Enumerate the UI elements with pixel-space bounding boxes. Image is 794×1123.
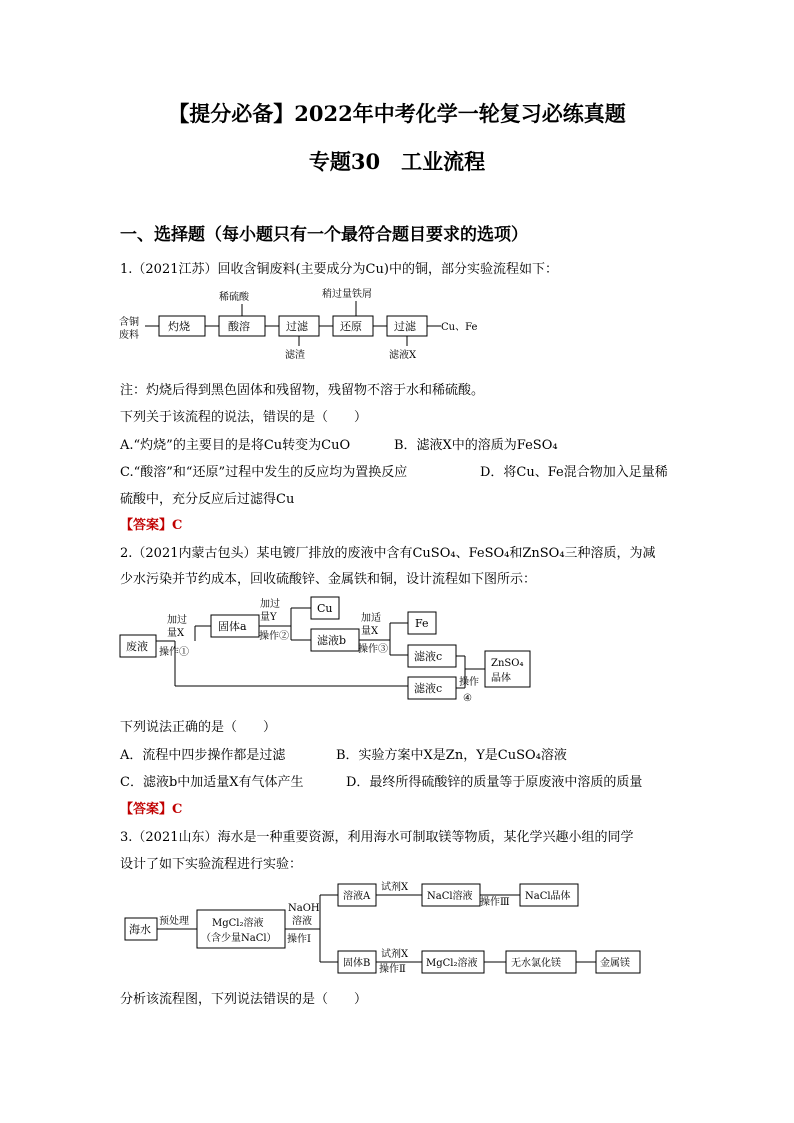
svg-text:MgCl₂溶液: MgCl₂溶液 — [212, 918, 264, 929]
q2-stem-cont: 少水污染并节约成本，回收硫酸锌、金属铁和铜，设计流程如下图所示： — [120, 572, 537, 587]
svg-text:操作②: 操作② — [259, 631, 289, 642]
q3-question: 分析该流程图，下列说法错误的是（ ） — [120, 992, 368, 1007]
q3-stem-cont: 设计了如下实验流程进行实验： — [120, 857, 303, 872]
svg-text:含铜: 含铜 — [119, 317, 139, 328]
q1-stem: 1.（2021江苏）回收含铜废料(主要成分为Cu)中的铜，部分实验流程如下： — [120, 262, 558, 277]
svg-text:稍过量铁屑: 稍过量铁屑 — [322, 289, 372, 300]
svg-text:加过: 加过 — [167, 615, 187, 626]
section-heading: 一、选择题（每小题只有一个最符合题目要求的选项） — [120, 225, 528, 245]
svg-text:晶体: 晶体 — [491, 673, 511, 684]
svg-text:废液: 废液 — [126, 640, 148, 653]
svg-text:ZnSO₄: ZnSO₄ — [491, 658, 524, 669]
q1-option-c: C.“酸溶”和“还原”过程中发生的反应均为置换反应 — [120, 465, 408, 480]
svg-text:溶液: 溶液 — [292, 916, 312, 927]
svg-text:滤液X: 滤液X — [389, 350, 417, 361]
q2-option-c: C．滤液b中加适量X有气体产生 — [120, 775, 304, 790]
svg-text:量Y: 量Y — [260, 612, 277, 623]
svg-text:过滤: 过滤 — [394, 320, 416, 333]
svg-text:加过: 加过 — [260, 599, 280, 610]
svg-text:海水: 海水 — [129, 923, 151, 936]
svg-text:操作Ⅱ: 操作Ⅱ — [379, 964, 406, 975]
svg-text:金属镁: 金属镁 — [600, 958, 630, 969]
q1-question: 下列关于该流程的说法，错误的是（ ） — [120, 410, 368, 425]
svg-text:量X: 量X — [361, 626, 379, 637]
svg-text:加适: 加适 — [361, 613, 381, 624]
q2-question: 下列说法正确的是（ ） — [120, 720, 277, 735]
svg-text:操作③: 操作③ — [358, 644, 388, 655]
svg-text:Cu: Cu — [317, 602, 333, 615]
svg-text:滤液b: 滤液b — [317, 634, 347, 647]
q1-note: 注：灼烧后得到黑色固体和残留物，残留物不溶于水和稀硫酸。 — [120, 383, 485, 398]
q3-stem: 3.（2021山东）海水是一种重要资源，利用海水可制取镁等物质，某化学兴趣小组的同学 — [120, 830, 634, 845]
svg-text:固体a: 固体a — [218, 620, 247, 633]
svg-text:还原: 还原 — [340, 320, 362, 333]
svg-text:过滤: 过滤 — [286, 320, 308, 333]
q1-option-d: D．将Cu、Fe混合物加入足量稀 — [480, 465, 668, 480]
svg-text:固体B: 固体B — [343, 958, 371, 969]
svg-text:NaCl晶体: NaCl晶体 — [525, 891, 571, 902]
svg-text:操作Ⅲ: 操作Ⅲ — [480, 897, 510, 908]
q1-option-a: A.“灼烧”的主要目的是将Cu转变为CuO — [120, 438, 351, 453]
svg-text:溶液A: 溶液A — [343, 891, 371, 902]
q2-option-b: B．实验方案中X是Zn，Y是CuSO₄溶液 — [336, 748, 567, 763]
svg-text:NaCl溶液: NaCl溶液 — [427, 891, 473, 902]
q2-option-a: A．流程中四步操作都是过滤 — [120, 748, 286, 763]
svg-text:操作Ⅰ: 操作Ⅰ — [287, 934, 311, 945]
svg-text:④: ④ — [463, 693, 472, 704]
svg-text:废料: 废料 — [119, 330, 139, 341]
q2-flowchart — [115, 593, 540, 709]
page-subtitle: 专题30 工业流程 — [308, 149, 486, 174]
svg-text:NaOH: NaOH — [288, 903, 320, 914]
svg-text:预处理: 预处理 — [159, 916, 189, 927]
svg-text:酸溶: 酸溶 — [228, 320, 250, 333]
svg-text:（含少量NaCl）: （含少量NaCl） — [201, 933, 277, 944]
svg-text:试剂X: 试剂X — [381, 882, 409, 893]
q2-option-d: D．最终所得硫酸锌的质量等于原废液中溶质的质量 — [346, 775, 643, 790]
page-title: 【提分必备】2022年中考化学一轮复习必练真题 — [168, 101, 626, 126]
svg-text:滤液c: 滤液c — [414, 682, 443, 695]
svg-text:滤液c: 滤液c — [414, 650, 443, 663]
svg-text:Cu、Fe: Cu、Fe — [441, 322, 478, 333]
q1-flowchart — [115, 282, 495, 367]
q3-flowchart — [115, 874, 645, 980]
svg-text:操作: 操作 — [459, 677, 479, 688]
q1-option-b: B．滤液X中的溶质为FeSO₄ — [394, 438, 558, 453]
svg-text:MgCl₂溶液: MgCl₂溶液 — [426, 958, 478, 969]
svg-text:Fe: Fe — [415, 617, 429, 630]
q2-answer: 【答案】C — [120, 802, 183, 817]
svg-text:操作①: 操作① — [159, 647, 189, 658]
svg-text:量X: 量X — [167, 628, 185, 639]
svg-text:灼烧: 灼烧 — [168, 320, 190, 333]
q2-stem: 2.（2021内蒙古包头）某电镀厂排放的废液中含有CuSO₄、FeSO₄和ZnSO₄三种溶质，为减 — [120, 546, 656, 561]
svg-text:无水氯化镁: 无水氯化镁 — [511, 958, 561, 969]
svg-text:稀硫酸: 稀硫酸 — [219, 292, 249, 303]
svg-text:滤渣: 滤渣 — [285, 350, 305, 361]
q1-answer: 【答案】C — [120, 518, 183, 533]
svg-text:试剂X: 试剂X — [381, 949, 409, 960]
q1-option-d-cont: 硫酸中，充分反应后过滤得Cu — [120, 492, 295, 507]
